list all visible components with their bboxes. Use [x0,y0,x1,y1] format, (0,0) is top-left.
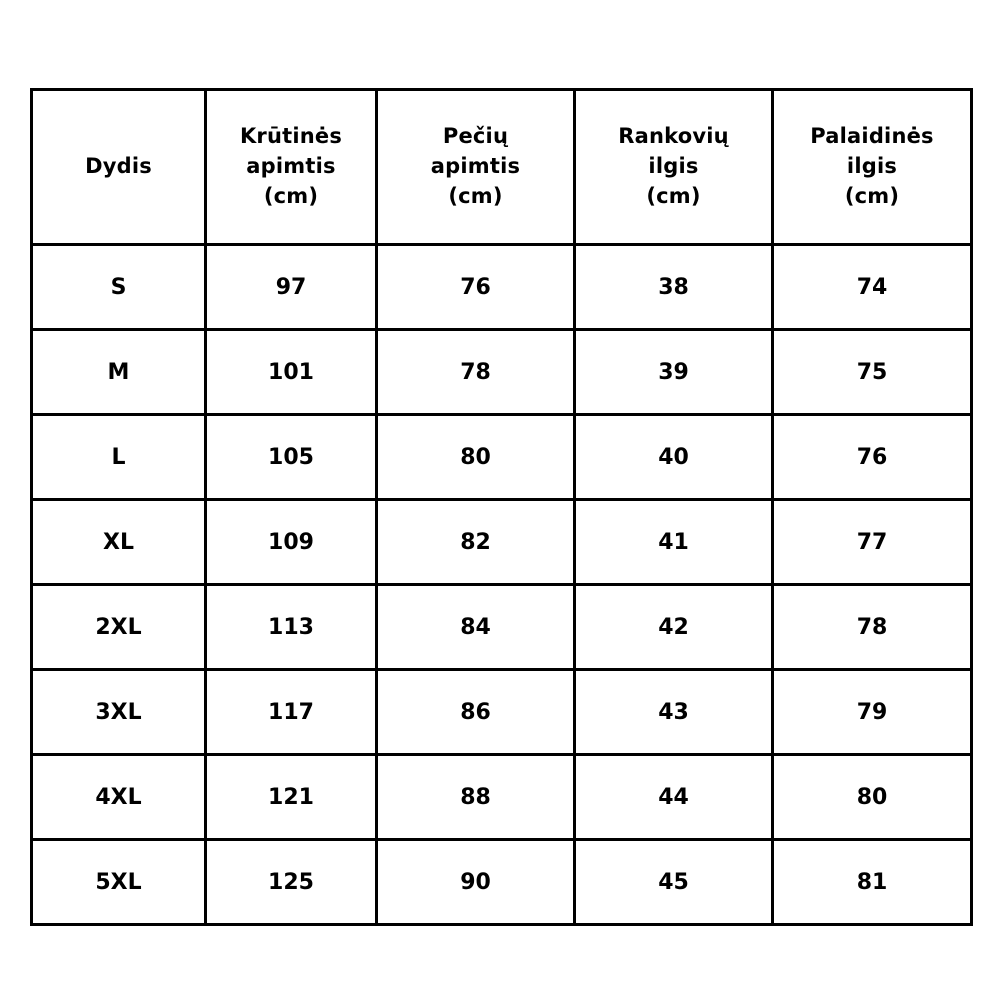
cell-sleeve: 39 [575,330,773,415]
cell-sleeve: 44 [575,755,773,840]
cell-shoulders: 76 [377,245,575,330]
cell-shoulders: 90 [377,840,575,925]
column-header-length [773,90,972,245]
size-table [30,88,973,926]
header-line: (cm) [844,183,900,208]
cell-sleeve: 45 [575,840,773,925]
cell-size: 2XL [32,585,206,670]
cell-size: XL [32,500,206,585]
cell-sleeve: 38 [575,245,773,330]
table-row [32,500,972,585]
column-header-size [32,90,206,245]
cell-sleeve: 40 [575,415,773,500]
header-line: Rankovių [618,124,729,149]
table-row [32,245,972,330]
cell-sleeve: 43 [575,670,773,755]
cell-length: 78 [773,585,972,670]
cell-chest: 121 [206,755,377,840]
cell-size: 4XL [32,755,206,840]
cell-chest: 117 [206,670,377,755]
cell-sleeve: 41 [575,500,773,585]
column-header-chest [206,90,377,245]
cell-length: 77 [773,500,972,585]
header-line: apimtis [430,154,521,179]
cell-length: 81 [773,840,972,925]
cell-size: L [32,415,206,500]
cell-chest: 105 [206,415,377,500]
table-row [32,840,972,925]
cell-chest: 97 [206,245,377,330]
table-row [32,415,972,500]
header-line: Dydis [85,154,152,179]
cell-shoulders: 86 [377,670,575,755]
cell-size: 3XL [32,670,206,755]
header-line: Krūtinės [239,124,343,149]
header-line: ilgis [648,154,699,179]
column-header-shoulders [377,90,575,245]
cell-length: 74 [773,245,972,330]
table-row [32,755,972,840]
table-row [32,585,972,670]
header-line: Pečių [442,124,509,149]
cell-length: 80 [773,755,972,840]
cell-chest: 109 [206,500,377,585]
header-line: (cm) [263,183,319,208]
cell-chest: 113 [206,585,377,670]
cell-sleeve: 42 [575,585,773,670]
cell-chest: 101 [206,330,377,415]
cell-shoulders: 88 [377,755,575,840]
cell-size: 5XL [32,840,206,925]
cell-length: 79 [773,670,972,755]
cell-shoulders: 80 [377,415,575,500]
cell-shoulders: 84 [377,585,575,670]
cell-size: S [32,245,206,330]
column-header-sleeve [575,90,773,245]
table-body [32,245,972,925]
header-line: (cm) [448,183,503,208]
cell-size: M [32,330,206,415]
header-line: ilgis [846,154,898,179]
cell-length: 76 [773,415,972,500]
header-line: Palaidinės [810,124,934,149]
header-line: (cm) [646,183,701,208]
size-table-container [30,88,970,926]
header-row [32,90,972,245]
table-header [32,90,972,245]
table-row [32,330,972,415]
cell-chest: 125 [206,840,377,925]
cell-shoulders: 78 [377,330,575,415]
header-line: apimtis [246,154,336,179]
cell-shoulders: 82 [377,500,575,585]
table-row [32,670,972,755]
cell-length: 75 [773,330,972,415]
